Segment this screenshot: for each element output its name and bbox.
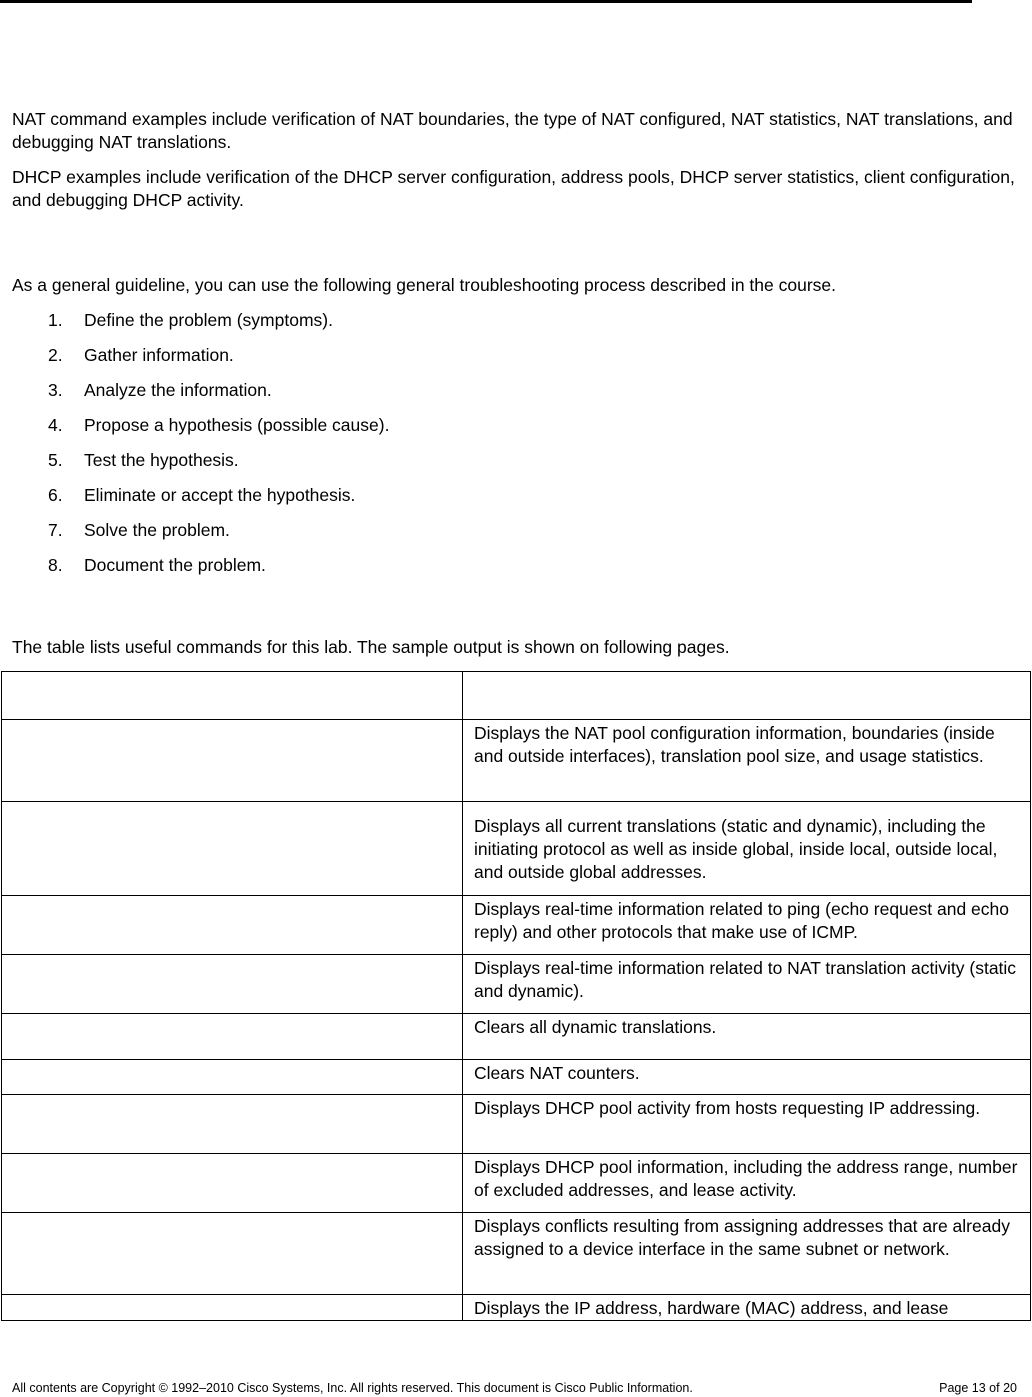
step-number: 1. xyxy=(48,310,63,330)
command-cell xyxy=(2,802,463,896)
table-row xyxy=(2,896,1031,955)
copyright-text: All contents are Copyright © 1992–2010 Cisco Systems, Inc. All rights reserved. This document is Cisco Public Information. xyxy=(12,1381,693,1395)
description-cell: Displays real-time information related to NAT translation activity (static and dynamic). xyxy=(463,955,1031,1014)
step-text: Document the problem. xyxy=(84,555,266,575)
dhcp-paragraph: DHCP examples include verification of the DHCP server configuration, address pools, DHCP server statistics, client configuration, and debugging DHCP activity. xyxy=(12,167,1015,210)
guideline-text: As a general guideline, you can use the following general troubleshooting process described in the course. xyxy=(12,275,836,295)
step-item xyxy=(48,379,389,414)
table-row xyxy=(2,1095,1031,1154)
description-cell: Displays the NAT pool configuration information, boundaries (inside and outside interfaces), translation pool size, and usage statistics. xyxy=(463,720,1031,802)
table-header-row xyxy=(2,672,1031,720)
description-cell: Clears NAT counters. xyxy=(463,1060,1031,1095)
description-cell: Displays conflicts resulting from assigning addresses that are already assigned to a device interface in the same subnet or network. xyxy=(463,1213,1031,1295)
page-footer xyxy=(12,1381,1017,1395)
step-item xyxy=(48,309,389,344)
troubleshooting-steps xyxy=(48,309,389,589)
step-number: 8. xyxy=(48,555,63,575)
table-row xyxy=(2,802,1031,896)
top-rule xyxy=(0,0,972,3)
step-text: Solve the problem. xyxy=(84,520,230,540)
command-cell xyxy=(2,720,463,802)
command-cell xyxy=(2,1295,463,1321)
step-text: Analyze the information. xyxy=(84,380,272,400)
description-cell: Displays the IP address, hardware (MAC) address, and lease xyxy=(463,1295,1031,1321)
command-cell xyxy=(2,1213,463,1295)
step-item xyxy=(48,484,389,519)
command-cell xyxy=(2,1154,463,1213)
description-cell: Displays all current translations (static and dynamic), including the initiating protocol as well as inside global, inside local, outside local, and outside global addresses. xyxy=(463,802,1031,896)
description-cell: Displays real-time information related to ping (echo request and echo reply) and other protocols that make use of ICMP. xyxy=(463,896,1031,955)
header-description-cell xyxy=(463,672,1031,720)
table-row xyxy=(2,720,1031,802)
step-item xyxy=(48,344,389,379)
table-row xyxy=(2,1295,1031,1321)
page-number: Page 13 of 20 xyxy=(939,1381,1017,1395)
step-item xyxy=(48,554,389,589)
intro-section xyxy=(12,108,1022,212)
step-number: 5. xyxy=(48,450,63,470)
step-text: Gather information. xyxy=(84,345,234,365)
table-row xyxy=(2,1014,1031,1060)
step-number: 7. xyxy=(48,520,63,540)
step-number: 2. xyxy=(48,345,63,365)
command-cell xyxy=(2,1060,463,1095)
description-cell: Displays DHCP pool information, including the address range, number of excluded addresses, and lease activity. xyxy=(463,1154,1031,1213)
header-command-cell xyxy=(2,672,463,720)
step-item xyxy=(48,519,389,554)
table-row xyxy=(2,955,1031,1014)
step-text: Propose a hypothesis (possible cause). xyxy=(84,415,390,435)
table-row xyxy=(2,1154,1031,1213)
nat-paragraph: NAT command examples include verification of NAT boundaries, the type of NAT configured, NAT statistics, NAT translations, and debugging NAT translations. xyxy=(12,109,1013,152)
command-cell xyxy=(2,896,463,955)
step-text: Eliminate or accept the hypothesis. xyxy=(84,485,356,505)
step-text: Define the problem (symptoms). xyxy=(84,310,333,330)
step-text: Test the hypothesis. xyxy=(84,450,239,470)
commands-table xyxy=(1,671,1031,1321)
description-cell: Displays DHCP pool activity from hosts requesting IP addressing. xyxy=(463,1095,1031,1154)
step-item xyxy=(48,414,389,449)
description-cell: Clears all dynamic translations. xyxy=(463,1014,1031,1060)
table-intro: The table lists useful commands for this lab. The sample output is shown on following pages. xyxy=(12,637,730,657)
table-row xyxy=(2,1213,1031,1295)
step-number: 3. xyxy=(48,380,63,400)
table-row xyxy=(2,1060,1031,1095)
step-number: 4. xyxy=(48,415,63,435)
step-number: 6. xyxy=(48,485,63,505)
command-cell xyxy=(2,1014,463,1060)
step-item xyxy=(48,449,389,484)
command-cell xyxy=(2,1095,463,1154)
command-cell xyxy=(2,955,463,1014)
